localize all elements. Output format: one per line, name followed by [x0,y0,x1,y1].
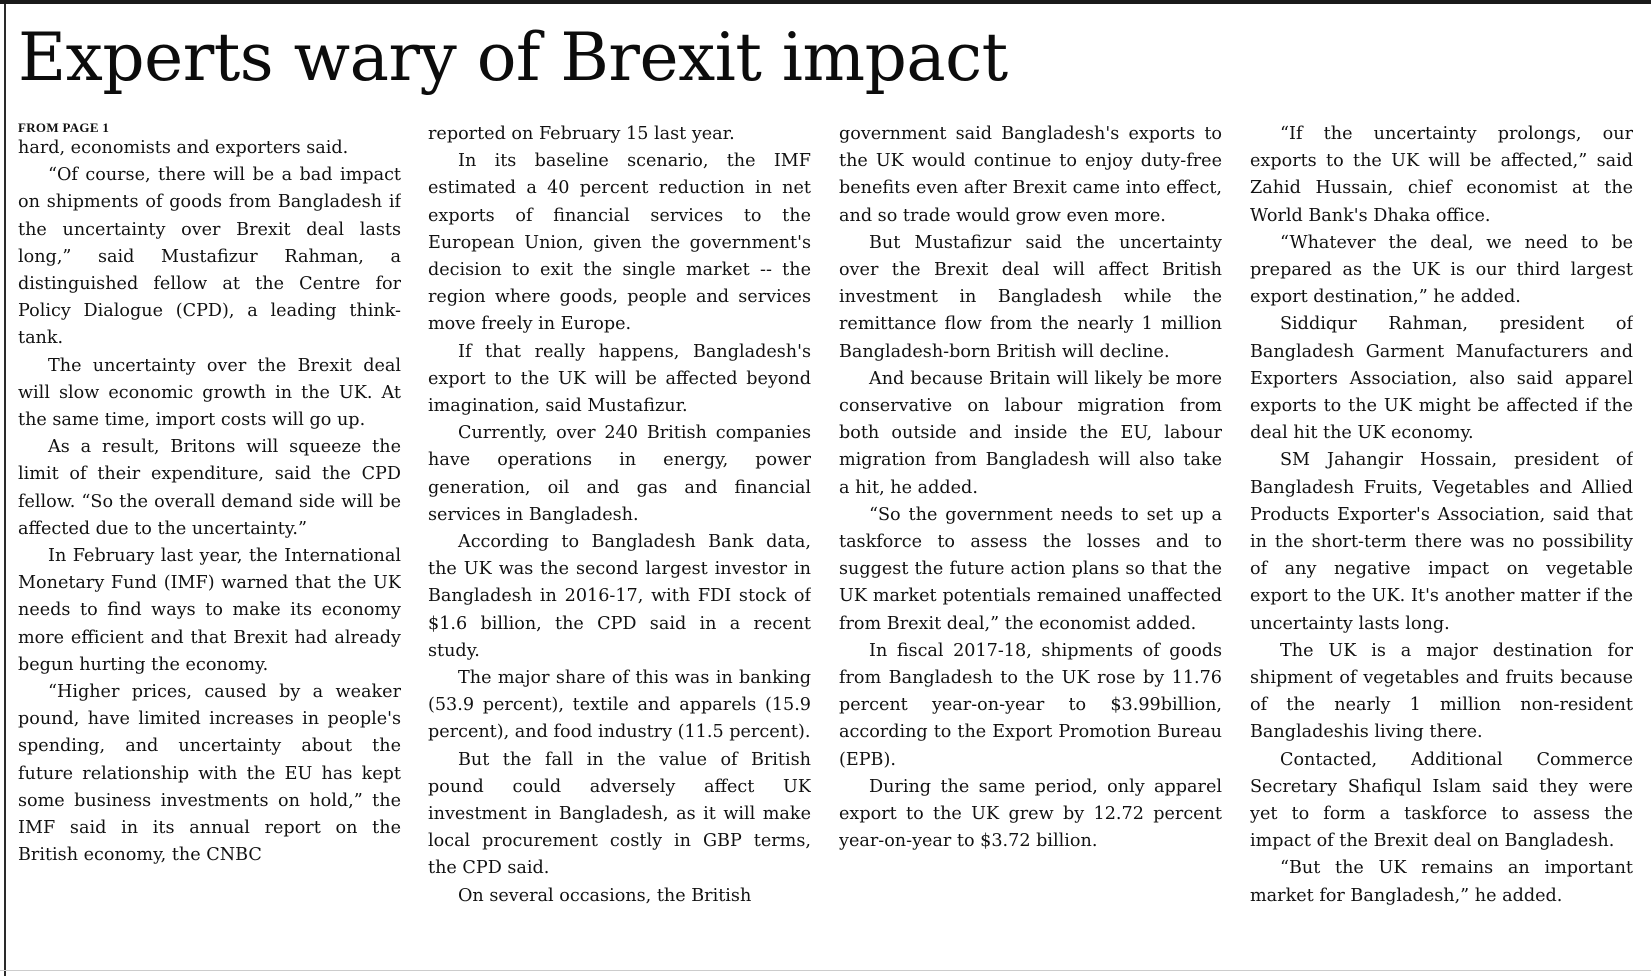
paragraph: “If the uncertainty prolongs, our exports to the UK will be affected,” said Zahid Hussain, chief economist at the World Bank's Dhaka office. [1250,124,1633,226]
paragraph: And because Britain will likely be more conservative on labour migration from both outside and inside the EU, labour migration from Bangladesh will also take a hit, he added. [839,368,1222,498]
paragraph: Siddiqur Rahman, president of Bangladesh Garment Manufacturers and Exporters Association, also said apparel exports to the UK might be affected if the deal hit the UK economy. [1250,314,1633,444]
article-column-1 [18,121,401,971]
paragraph: Currently, over 240 British companies have operations in energy, power generation, oil and gas and financial services in Bangladesh. [428,423,811,525]
paragraph: “So the government needs to set up a taskforce to assess the losses and to suggest the future action plans so that the UK market potentials remained unaffected from Brexit deal,” the economist added. [839,504,1222,634]
paragraph: Contacted, Additional Commerce Secretary Shafiqul Islam said they were yet to form a taskforce to assess the impact of the Brexit deal on Bangladesh. [1250,749,1633,852]
paragraph: “Of course, there will be a bad impact on shipments of goods from Bangladesh if the uncertainty over Brexit deal lasts long,” said Mustafizur Rahman, a distinguished fellow at the Centre for Policy Dialogue (CPD), a leading think-tank. [18,165,401,349]
paragraph: “But the UK remains an important market for Bangladesh,” he added. [1250,858,1633,906]
paragraph: “Higher prices, caused by a weaker pound, have limited increases in people's spending, and uncertainty about the future relationship with the EU has kept some business investments on hold,” the IMF said in its annual report on the British economy, the CNBC [18,682,401,866]
paragraph: According to Bangladesh Bank data, the UK was the second largest investor in Bangladesh in 2016-17, with FDI stock of $1.6 billion, the CPD said in a recent study. [428,532,811,661]
article-headline: Experts wary of Brexit impact [18,19,1008,96]
continuation-kicker: FROM PAGE 1 [18,121,110,135]
paragraph: hard, economists and exporters said. [18,138,349,158]
paragraph: SM Jahangir Hossain, president of Bangladesh Fruits, Vegetables and Allied Products Exporter's Association, said that in the short-term there was no possibility of any negative impact on vegetable export to the UK. It's another matter if the uncertainty lasts long. [1250,450,1633,634]
paragraph: During the same period, only apparel export to the UK grew by 12.72 percent year-on-year to $3.72 billion. [839,776,1222,852]
paragraph: “Whatever the deal, we need to be prepared as the UK is our third largest export destination,” he added. [1250,232,1633,308]
paragraph: In fiscal 2017-18, shipments of goods from Bangladesh to the UK rose by 11.76 percent year-on-year to $3.99billion, according to the Export Promotion Bureau (EPB). [839,640,1222,770]
paragraph: On several occasions, the British [458,885,752,906]
paragraph: reported on February 15 last year. [428,124,735,144]
paragraph: But Mustafizur said the uncertainty over the Brexit deal will affect British investment in Bangladesh while the remittance flow from the nearly 1 million Bangladesh-born British will decline. [839,232,1222,362]
article-column-3 [839,121,1222,971]
article-column-4 [1250,121,1633,971]
article-body [0,121,1651,971]
paragraph: In its baseline scenario, the IMF estimated a 40 percent reduction in net exports of financial services to the European Union, given the government's decision to exit the single market -- the region where goods, people and services move freely in Europe. [428,151,811,335]
top-border-rule [0,0,1651,4]
paragraph: But the fall in the value of British pound could adversely affect UK investment in Bangladesh, as it will make local procurement costly in GBP terms, the CPD said. [428,749,811,879]
paragraph: government said Bangladesh's exports to the UK would continue to enjoy duty-free benefits even after Brexit came into effect, and so trade would grow even more. [839,124,1222,226]
paragraph: The UK is a major destination for shipment of vegetables and fruits because of the nearly 1 million non-resident Bangladeshis living there. [1250,640,1633,743]
paragraph: The uncertainty over the Brexit deal will slow economic growth in the UK. At the same time, import costs will go up. [18,355,401,431]
paragraph: In February last year, the International Monetary Fund (IMF) warned that the UK needs to find ways to make its economy more efficient and that Brexit had already begun hurting the economy. [18,546,401,675]
paragraph: If that really happens, Bangladesh's export to the UK will be affected beyond imagination, said Mustafizur. [428,341,811,417]
paragraph: As a result, Britons will squeeze the limit of their expenditure, said the CPD fellow. “So the overall demand side will be affected due to the uncertainty.” [18,437,401,539]
paragraph: The major share of this was in banking (53.9 percent), textile and apparels (15.9 percent), and food industry (11.5 percent). [428,668,811,743]
bottom-border-rule [0,970,1651,971]
article-column-2 [428,121,811,971]
